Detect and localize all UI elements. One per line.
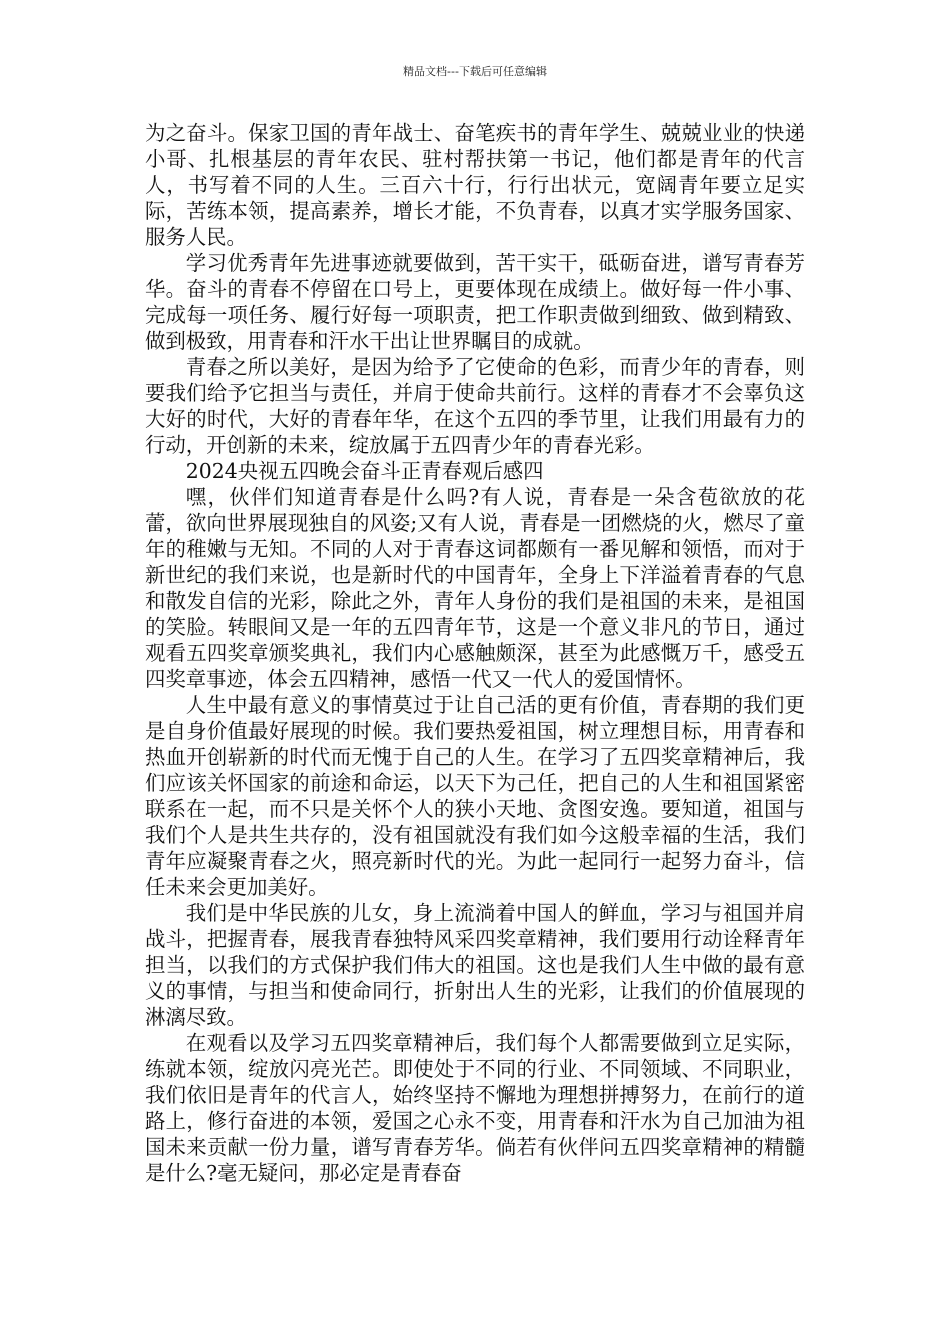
paragraph-continued: 为之奋斗。保家卫国的青年战士、奋笔疾书的青年学生、兢兢业业的快递小哥、扎根基层的青年农民、驻村帮扶第一书记，他们都是青年的代言人，书写着不同的人生。三百六十行，行行出状元，宽阔青年要立足实际，苦练本领，提高素养，增长才能，不负青春，以真才实学服务国家、服务人民。 (145, 121, 805, 249)
document-body (145, 120, 805, 1186)
paragraph: 学习优秀青年先进事迹就要做到，苦干实干，砥砺奋进，谱写青春芳华。奋斗的青春不停留在口号上，更要体现在成绩上。做好每一件小事、完成每一项任务、履行好每一项职责，把工作职责做到细致、做到精致、做到极致，用青春和汗水干出让世界瞩目的成就。 (145, 251, 805, 353)
paragraph: 我们是中华民族的儿女，身上流淌着中国人的鲜血，学习与祖国并肩战斗，把握青春，展我青春独特风采四奖章精神，我们要用行动诠释青年担当，以我们的方式保护我们伟大的祖国。这也是我们人生中做的最有意义的事情，与担当和使命同行，折射出人生的光彩，让我们的价值展现的淋漓尽致。 (145, 901, 805, 1029)
paragraph: 青春之所以美好，是因为给予了它使命的色彩，而青少年的青春，则要我们给予它担当与责任，并肩于使命共前行。这样的青春才不会辜负这大好的时代，大好的青春年华，在这个五四的季节里，让我们用最有力的行动，开创新的未来，绽放属于五四青少年的青春光彩。 (145, 355, 805, 457)
paragraph: 在观看以及学习五四奖章精神后，我们每个人都需要做到立足实际，练就本领，绽放闪亮光芒。即使处于不同的行业、不同领域、不同职业，我们依旧是青年的代言人，始终坚持不懈地为理想拼搏努力，在前行的道路上，修行奋进的本领，爱国之心永不变，用青春和汗水为自己加油为祖国未来贡献一份力量，谱写青春芳华。倘若有伙伴问五四奖章精神的精髓是什么?毫无疑问，那必定是青春奋 (145, 1031, 805, 1185)
section-heading: 2024央视五四晚会奋斗正青春观后感四 (185, 459, 544, 483)
page-header: 精品文档---下载后可任意编辑 (403, 65, 547, 78)
paragraph: 人生中最有意义的事情莫过于让自己活的更有价值，青春期的我们更是自身价值最好展现的时候。我们要热爱祖国，树立理想目标，用青春和热血开创崭新的时代而无愧于自己的人生。在学习了五四奖章精神后，我们应该关怀国家的前途和命运，以天下为己任，把自己的人生和祖国紧密联系在一起，而不只是关怀个人的狭小天地、贪图安逸。要知道，祖国与我们个人是共生共存的，没有祖国就没有我们如今这般幸福的生活，我们青年应凝聚青春之火，照亮新时代的光。为此一起同行一起努力奋斗，信任未来会更加美好。 (145, 693, 805, 899)
paragraph: 嘿，伙伴们知道青春是什么吗?有人说，青春是一朵含苞欲放的花蕾，欲向世界展现独自的风姿;又有人说，青春是一团燃烧的火，燃尽了童年的稚嫩与无知。不同的人对于青春这词都颇有一番见解和领悟，而对于新世纪的我们来说，也是新时代的中国青年，全身上下洋溢着青春的气息和散发自信的光彩，除此之外，青年人身份的我们是祖国的未来，是祖国的笑脸。转眼间又是一年的五四青年节，这是一个意义非凡的节日，通过观看五四奖章颁奖典礼，我们内心感触颇深，甚至为此感慨万千，感受五四奖章事迹，体会五四精神，感悟一代又一代人的爱国情怀。 (145, 485, 805, 691)
